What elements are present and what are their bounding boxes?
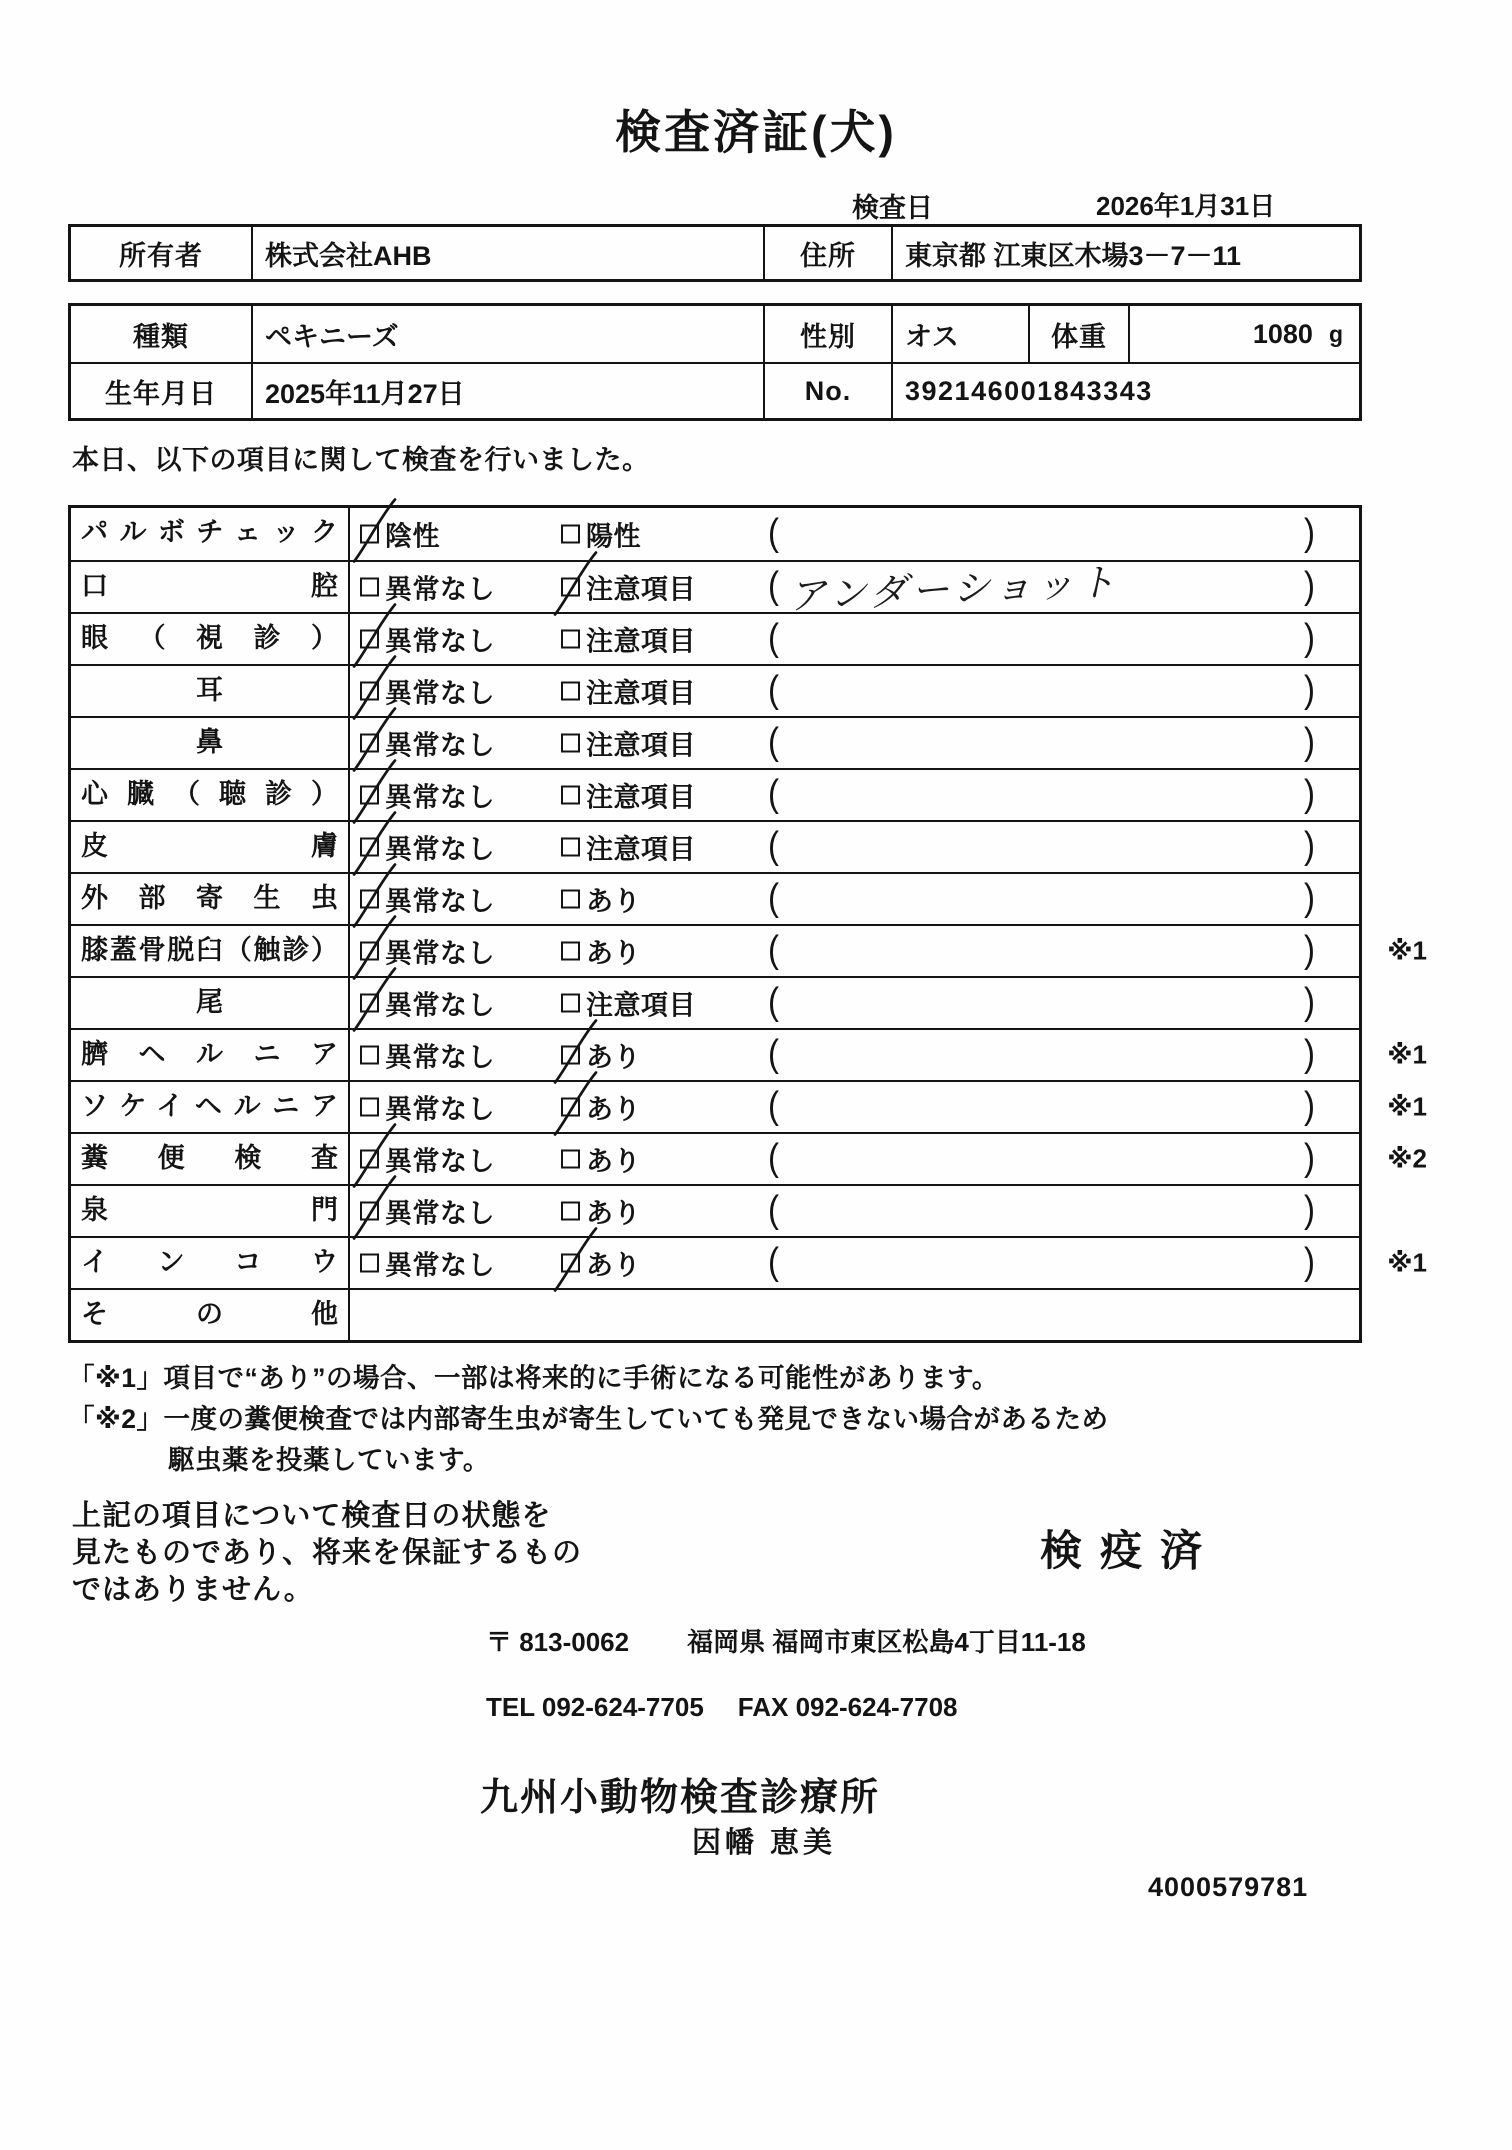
exam-item-label: 外部寄生虫	[71, 874, 350, 924]
exam-item-label: その他	[71, 1290, 350, 1340]
paren-close: )	[1304, 667, 1315, 711]
checkbox-icon	[561, 1254, 580, 1273]
checkbox-option	[561, 568, 696, 607]
checkbox-option	[360, 828, 495, 867]
paren-close: )	[1304, 1187, 1315, 1231]
checkbox-option	[360, 1088, 495, 1127]
checkbox-label: 異常なし	[385, 574, 495, 605]
checkbox-option	[561, 984, 696, 1023]
page-title: 検査済証(犬)	[615, 106, 897, 158]
exam-row	[71, 1080, 1427, 1132]
exam-row	[71, 1236, 1427, 1288]
exam-row-content	[350, 1134, 1359, 1184]
paren-close: )	[1304, 510, 1315, 554]
checkbox-icon	[561, 838, 580, 857]
paren-close: )	[1304, 771, 1315, 815]
paren-open: (	[768, 563, 779, 607]
paren-close: )	[1304, 1031, 1315, 1075]
checkbox-icon	[360, 1150, 379, 1169]
exam-row-content	[350, 978, 1359, 1028]
no-value: 392146001843343	[891, 364, 1359, 418]
animal-table	[68, 303, 1362, 421]
checkbox-label: 注意項目	[586, 678, 696, 709]
exam-item-label: 耳	[71, 666, 350, 716]
disclaimer-line-3: ではありません。	[72, 1574, 314, 1606]
paren-open: (	[768, 1187, 779, 1231]
footnote-ref: ※2	[1387, 1143, 1427, 1174]
clinic-fax: FAX 092-624-7708	[737, 1692, 958, 1722]
serial-number: 4000579781	[1148, 1872, 1309, 1902]
paren-open: (	[768, 510, 779, 554]
checkbox-label: あり	[586, 1198, 641, 1229]
exam-row-content	[350, 508, 1359, 560]
exam-item-label: インコウ	[71, 1238, 350, 1288]
checkbox-icon	[561, 890, 580, 909]
checkbox-option	[561, 828, 696, 867]
checkbox-option	[360, 1192, 495, 1231]
exam-intro: 本日、以下の項目に関して検査を行いました。	[72, 445, 650, 475]
exam-row-content	[350, 1238, 1359, 1288]
exam-row-content	[350, 926, 1359, 976]
checkbox-option	[561, 724, 696, 763]
exam-row-content	[350, 1082, 1359, 1132]
paren-close: )	[1304, 1239, 1315, 1283]
checkbox-option	[360, 776, 495, 815]
checkbox-label: 異常なし	[385, 1146, 495, 1177]
disclaimer-text	[72, 1498, 582, 1609]
checkbox-option	[360, 620, 495, 659]
checkbox-option	[561, 1140, 641, 1179]
clinic-contact-line	[486, 1692, 958, 1723]
clinic-postal-line	[486, 1622, 1086, 1659]
checkbox-icon	[360, 525, 379, 544]
checkbox-label: 異常なし	[385, 730, 495, 761]
checkbox-option	[360, 1140, 495, 1179]
exam-row-content	[350, 822, 1359, 872]
checkbox-option	[561, 515, 641, 554]
footnote-line-2: 「※2」一度の糞便検査では内部寄生虫が寄生していても発見できない場合があるため	[68, 1404, 1109, 1434]
inspection-date-value: 2026年1月31日	[1096, 191, 1276, 221]
paren-close: )	[1304, 927, 1315, 971]
checkbox-option	[561, 1036, 641, 1075]
checkbox-label: 異常なし	[385, 990, 495, 1021]
checkbox-label: 注意項目	[586, 990, 696, 1021]
checkbox-icon	[360, 1202, 379, 1221]
weight-unit: g	[1328, 320, 1343, 347]
exam-row	[71, 1288, 1359, 1340]
sex-value: オス	[891, 306, 1028, 362]
checkbox-option	[360, 1244, 495, 1283]
exam-row-content	[350, 666, 1359, 716]
checkbox-icon	[360, 1254, 379, 1273]
checkbox-label: 注意項目	[586, 574, 696, 605]
paren-close: )	[1304, 823, 1315, 867]
checkbox-label: 注意項目	[586, 730, 696, 761]
exam-item-label: 口腔	[71, 562, 350, 612]
exam-row	[71, 1184, 1359, 1236]
exam-row-content	[350, 1290, 1359, 1340]
checkbox-option	[360, 932, 495, 971]
checkbox-option	[360, 672, 495, 711]
checkbox-icon	[360, 786, 379, 805]
paren-close: )	[1304, 875, 1315, 919]
exam-row-content	[350, 770, 1359, 820]
checkbox-icon	[561, 734, 580, 753]
checkbox-icon	[360, 838, 379, 857]
clinic-name: 九州小動物検査診療所	[480, 1777, 881, 1819]
paren-open: (	[768, 1083, 779, 1127]
owner-value: 株式会社AHB	[251, 227, 763, 279]
paren-close: )	[1304, 563, 1315, 607]
paren-open: (	[768, 771, 779, 815]
exam-item-label: 眼（視診）	[71, 614, 350, 664]
address-label: 住所	[763, 227, 891, 279]
disclaimer-line-1: 上記の項目について検査日の状態を	[72, 1500, 552, 1532]
checkbox-option	[360, 724, 495, 763]
owner-table	[68, 224, 1362, 282]
paren-open: (	[768, 979, 779, 1023]
footnote-ref: ※1	[1387, 1039, 1427, 1070]
footnote-line-1: 「※1」項目で“あり”の場合、一部は将来的に手術になる可能性があります。	[68, 1363, 999, 1393]
no-label: No.	[763, 364, 891, 418]
quarantine-stamp: 検疫済	[1040, 1527, 1221, 1574]
paren-open: (	[768, 1031, 779, 1075]
checkbox-label: 異常なし	[385, 834, 495, 865]
footnotes	[68, 1358, 1109, 1481]
birth-label: 生年月日	[105, 378, 217, 409]
checkbox-option	[561, 776, 696, 815]
clinic-tel: TEL 092-624-7705	[486, 1692, 704, 1722]
checkbox-label: あり	[586, 1146, 641, 1177]
exam-row	[71, 924, 1427, 976]
checkbox-option	[360, 1036, 495, 1075]
address-value: 東京都 江東区木場3－7－11	[891, 227, 1359, 279]
paren-open: (	[768, 927, 779, 971]
checkbox-label: 異常なし	[385, 626, 495, 657]
checkbox-label: 注意項目	[586, 782, 696, 813]
checkbox-label: 注意項目	[586, 834, 696, 865]
exam-item-label: ソケイヘルニア	[71, 1082, 350, 1132]
checkbox-icon	[360, 890, 379, 909]
checkbox-icon	[561, 942, 580, 961]
checkbox-option	[360, 880, 495, 919]
clinic-address: 福岡県 福岡市東区松島4丁目11-18	[687, 1627, 1086, 1657]
exam-row	[71, 872, 1359, 924]
checkbox-icon	[360, 578, 379, 597]
disclaimer-line-2: 見たものであり、将来を保証するもの	[72, 1537, 583, 1569]
exam-row-content	[350, 614, 1359, 664]
exam-item-label: 膝蓋骨脱臼（触診）	[71, 926, 350, 976]
checkbox-icon	[561, 630, 580, 649]
inspection-date-label: 検査日	[852, 193, 933, 223]
paren-open: (	[768, 1239, 779, 1283]
weight-label: 体重	[1028, 306, 1128, 362]
checkbox-option	[561, 932, 641, 971]
checkbox-label: あり	[586, 938, 641, 969]
paren-close: )	[1304, 615, 1315, 659]
exam-item-label: 心臓（聴診）	[71, 770, 350, 820]
exam-row	[71, 820, 1359, 872]
exam-row-content	[350, 1186, 1359, 1236]
checkbox-label: 異常なし	[385, 1042, 495, 1073]
paren-open: (	[768, 615, 779, 659]
checkbox-option	[561, 880, 641, 919]
checkbox-icon	[360, 994, 379, 1013]
exam-item-label: 泉門	[71, 1186, 350, 1236]
exam-row	[71, 612, 1359, 664]
checkbox-option	[561, 1088, 641, 1127]
checkbox-icon	[360, 630, 379, 649]
exam-item-label: 鼻	[71, 718, 350, 768]
checkbox-label: 注意項目	[586, 626, 696, 657]
exam-table	[68, 505, 1427, 1343]
footnote-ref: ※1	[1387, 935, 1427, 966]
exam-row	[71, 716, 1359, 768]
checkbox-label: 陽性	[586, 521, 641, 552]
checkbox-option	[360, 515, 440, 554]
handwritten-note: アンダーショット	[787, 559, 1121, 619]
weight-value	[1128, 306, 1359, 362]
checkbox-label: あり	[586, 1042, 641, 1073]
exam-item-label: 臍ヘルニア	[71, 1030, 350, 1080]
checkbox-icon	[561, 1150, 580, 1169]
paren-open: (	[768, 875, 779, 919]
clinic-postal-code: 〒 813-0062	[486, 1627, 630, 1657]
checkbox-option	[360, 984, 495, 1023]
exam-item-label: パルボチェック	[71, 508, 350, 560]
checkbox-icon	[360, 1046, 379, 1065]
exam-row-content	[350, 718, 1359, 768]
weight-number: 1080	[1252, 318, 1313, 349]
exam-item-label: 糞便検査	[71, 1134, 350, 1184]
checkbox-label: 異常なし	[385, 886, 495, 917]
exam-item-label: 尾	[71, 978, 350, 1028]
exam-row	[71, 976, 1359, 1028]
checkbox-icon	[561, 682, 580, 701]
paren-open: (	[768, 1135, 779, 1179]
checkbox-label: 異常なし	[385, 1094, 495, 1125]
checkbox-label: あり	[586, 1094, 641, 1125]
breed-value: ペキニーズ	[251, 306, 763, 362]
exam-row	[71, 664, 1359, 716]
checkbox-label: 異常なし	[385, 782, 495, 813]
checkbox-icon	[561, 786, 580, 805]
checkbox-icon	[561, 994, 580, 1013]
exam-item-label: 皮膚	[71, 822, 350, 872]
exam-row	[71, 559, 1359, 619]
checkbox-icon	[561, 578, 580, 597]
exam-row	[71, 768, 1359, 820]
checkbox-label: 異常なし	[385, 1250, 495, 1281]
paren-open: (	[768, 823, 779, 867]
paren-open: (	[768, 719, 779, 763]
checkbox-option	[561, 620, 696, 659]
checkbox-icon	[360, 682, 379, 701]
checkbox-option	[561, 1192, 641, 1231]
sex-label: 性別	[763, 306, 891, 362]
checkbox-icon	[561, 525, 580, 544]
exam-row	[71, 508, 1359, 560]
checkbox-option	[561, 672, 696, 711]
checkbox-icon	[561, 1202, 580, 1221]
checkbox-icon	[360, 942, 379, 961]
exam-row-content	[350, 559, 1359, 619]
checkbox-option	[360, 568, 495, 607]
checkbox-icon	[360, 1098, 379, 1117]
checkbox-icon	[360, 734, 379, 753]
exam-row-content	[350, 874, 1359, 924]
checkbox-icon	[561, 1046, 580, 1065]
birth-value: 2025年11月27日	[251, 364, 763, 418]
checkbox-label: 異常なし	[385, 678, 495, 709]
footnote-ref: ※1	[1387, 1247, 1427, 1278]
checkbox-icon	[561, 1098, 580, 1117]
checkbox-label: あり	[586, 886, 641, 917]
paren-close: )	[1304, 1135, 1315, 1179]
examiner-name: 因幡 恵美	[692, 1827, 837, 1859]
checkbox-label: あり	[586, 1250, 641, 1281]
paren-close: )	[1304, 1083, 1315, 1127]
checkbox-option	[561, 1244, 641, 1283]
exam-row-content	[350, 1030, 1359, 1080]
exam-row	[71, 1132, 1427, 1184]
paren-open: (	[768, 667, 779, 711]
owner-label: 所有者	[119, 240, 203, 271]
exam-row	[71, 1028, 1427, 1080]
footnote-ref: ※1	[1387, 1091, 1427, 1122]
breed-label: 種類	[133, 321, 189, 352]
checkbox-label: 陰性	[385, 521, 440, 552]
checkbox-label: 異常なし	[385, 938, 495, 969]
paren-close: )	[1304, 979, 1315, 1023]
paren-close: )	[1304, 719, 1315, 763]
checkbox-label: 異常なし	[385, 1198, 495, 1229]
footnote-line-3: 駆虫薬を投薬しています。	[168, 1445, 490, 1475]
